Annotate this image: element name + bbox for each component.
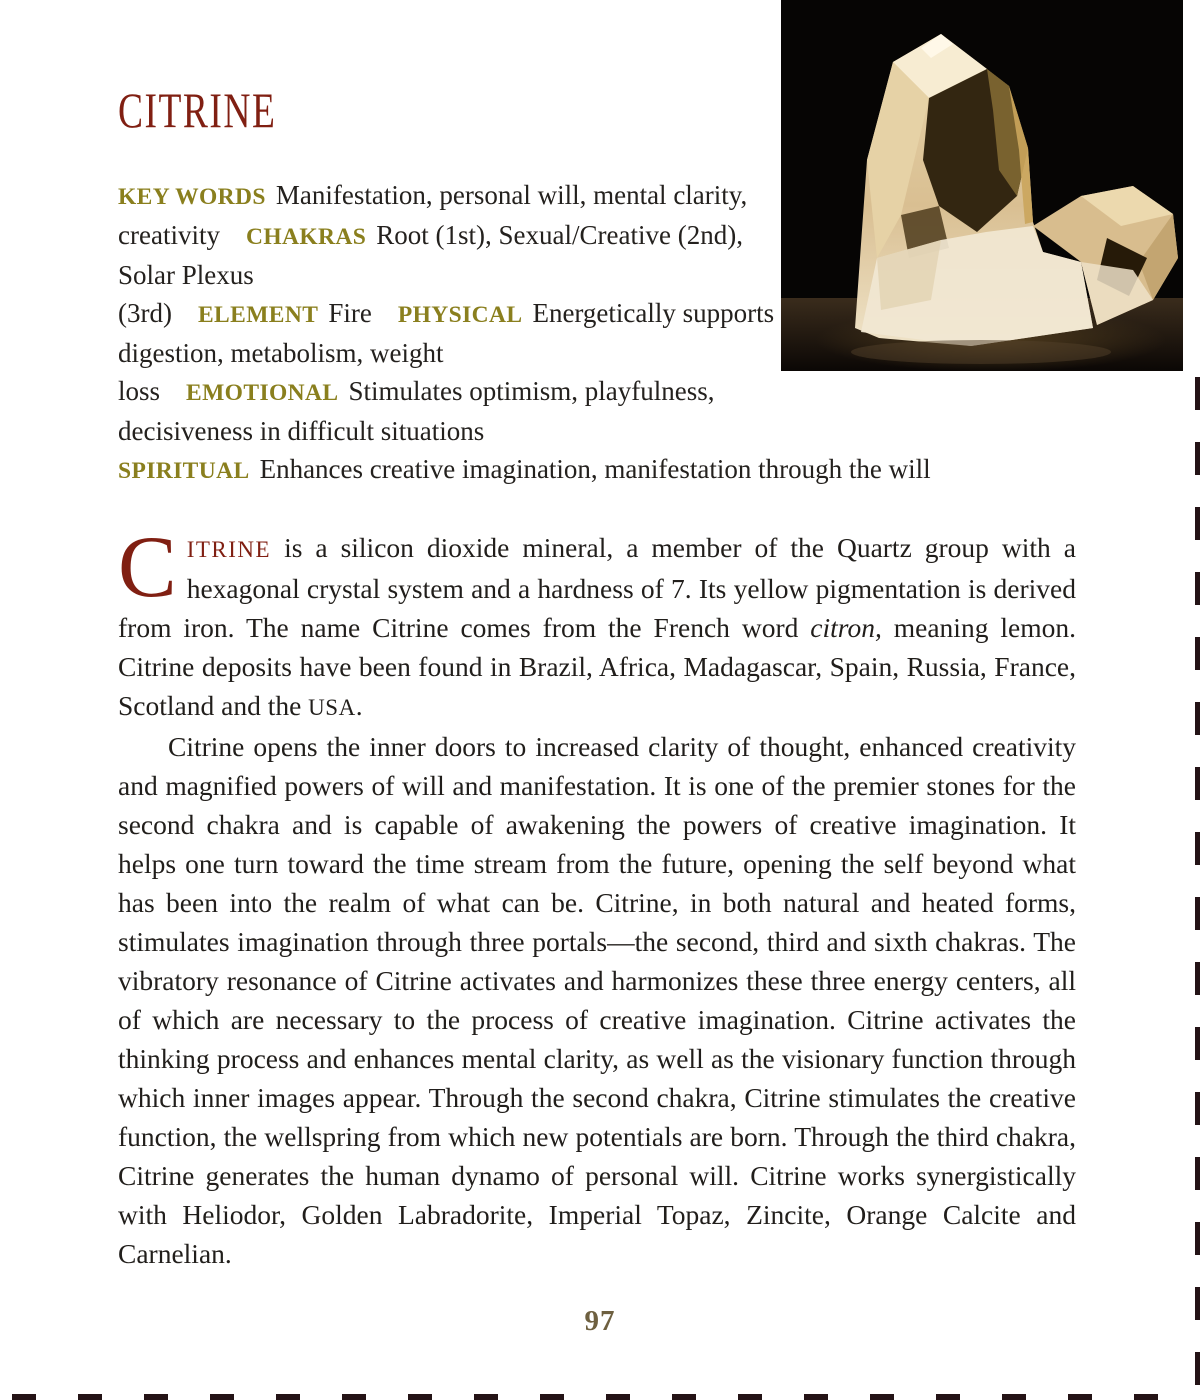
- paragraph-two: Citrine opens the inner doors to increased clarity of thought, enhanced creativity and magnified powers of will and manifestation. It is one of the premier stones for the second chakra and is capable of awakening the powers of creative imagination. It helps one turn toward the time stream from the future, opening the self beyond what has been into the realm of what can be. Citrine, in both natural and heated forms, stimulates imagination through three portals—the second, third and sixth chakras. The vibratory resonance of Citrine activates and harmonizes these three energy centers, all of which are necessary to the process of creative imagination. Citrine activates the thinking process and enhances mental clarity, as well as the visionary function through which inner images appear. Through the second chakra, Citrine stimulates the creative function, the wellspring from which new potentials are born. Through the third chakra, Citrine generates the human dynamo of personal will. Citrine works synergistically with Heliodor, Golden Labradorite, Imperial Topaz, Zincite, Orange Calcite and Carnelian.: [118, 731, 1076, 1269]
- property-value-emotional: Stimulates optimism, playfulness, decisiveness in difficult situations: [118, 376, 715, 446]
- property-label-emotional: EMOTIONAL: [186, 380, 339, 406]
- property-value-element: Fire: [328, 298, 372, 328]
- paragraph-one-text-a: is a silicon dioxide mineral, a member of the Quartz group with a hexagonal crystal system and a hardness of 7. Its yellow pigmentation is derived from iron. The name Citrine comes from the French word: [118, 532, 1076, 643]
- property-value-spiritual: Enhances creative imagination, manifestation through the will: [259, 454, 931, 484]
- paragraph-one: [118, 519, 1076, 727]
- property-label-element: ELEMENT: [197, 302, 319, 328]
- property-value-chakras: Root (1st), Sexual/Creative (2nd), Solar Plexus (3rd): [118, 220, 743, 328]
- spiritual-line: [118, 450, 1076, 490]
- properties-block: [118, 176, 786, 450]
- usa-smallcaps: USA: [308, 695, 356, 720]
- lead-smallcaps: ITRINE: [186, 537, 272, 562]
- right-edge-marks: [1195, 377, 1200, 1400]
- paragraph-one-text-b: meaning lemon. Citrine deposits have been found in Brazil, Africa, Madagascar, Spain, Russia, France, Scotland and the: [118, 612, 1076, 721]
- page-number: 97: [584, 1305, 616, 1337]
- page-content: [118, 0, 1076, 1273]
- bottom-edge-marks: [12, 1394, 1200, 1400]
- property-label-spiritual: SPIRITUAL: [118, 458, 250, 484]
- page-title: CITRINE: [118, 82, 277, 138]
- property-label-key-words: KEY WORDS: [118, 184, 266, 210]
- article-body: [118, 519, 1076, 1273]
- paragraph-one-period: .: [355, 690, 363, 721]
- property-label-physical: PHYSICAL: [397, 302, 523, 328]
- drop-cap: C: [118, 519, 177, 616]
- italic-citron: citron,: [810, 612, 882, 643]
- property-value-physical: Energetically supports digestion, metabolism, weight loss: [118, 298, 775, 406]
- property-value-key-words: Manifestation, personal will, mental clarity, creativity: [118, 180, 748, 250]
- property-label-chakras: CHAKRAS: [245, 224, 367, 250]
